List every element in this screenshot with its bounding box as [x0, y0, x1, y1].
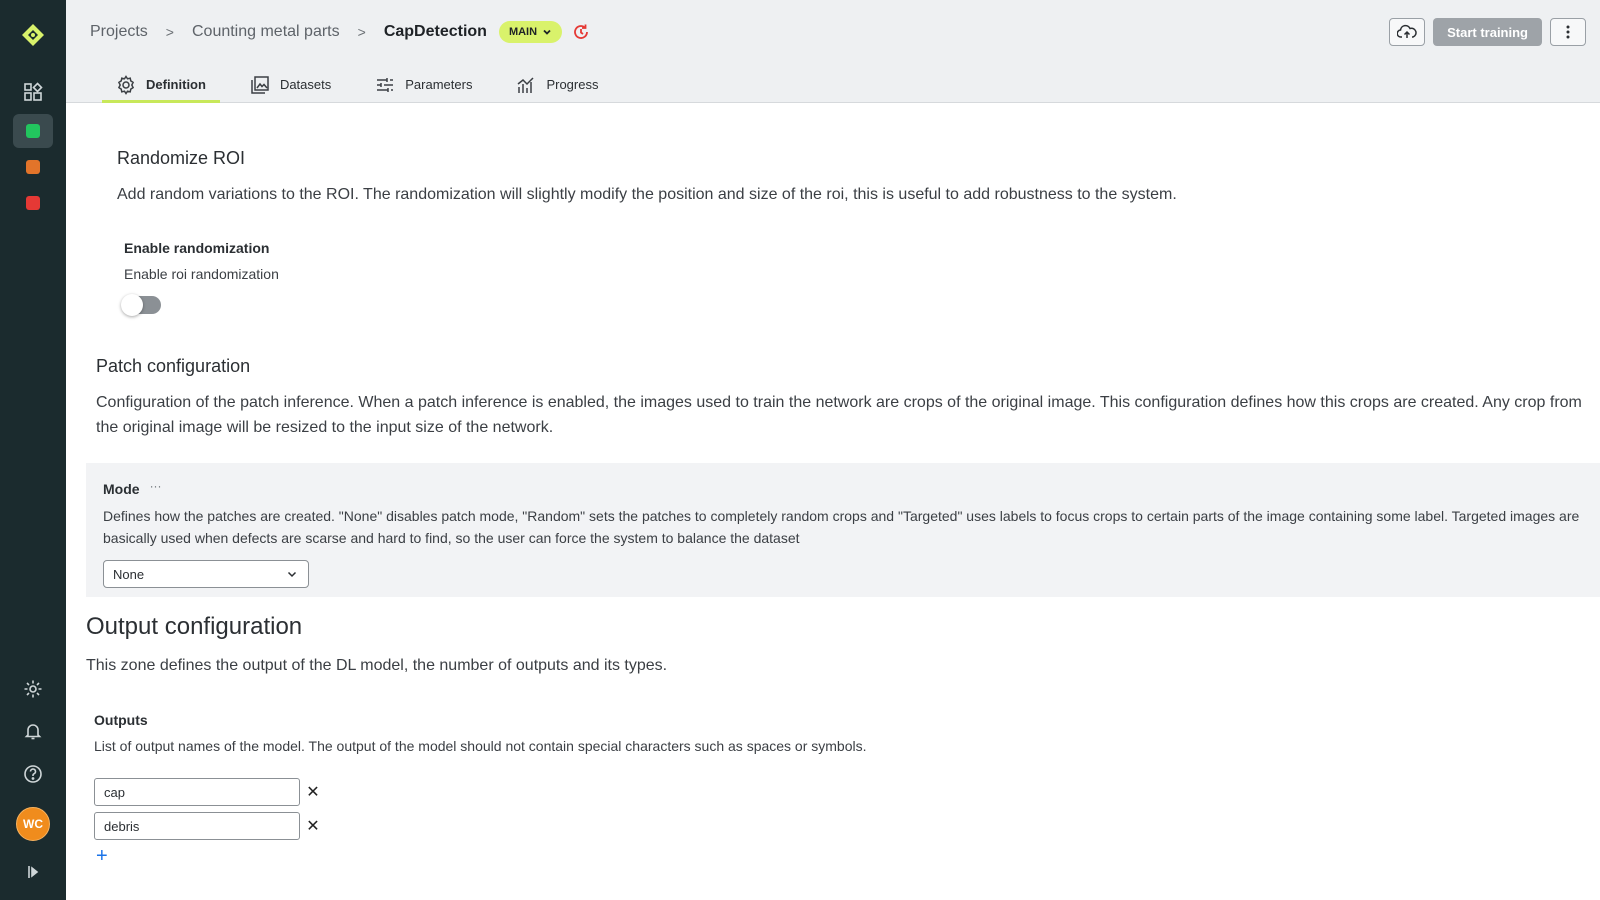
patch-config-desc-line1: Configuration of the patch inference. When a patch inference is enabled, the images used to train the network are crops of the original image. This configuration defines how this crops are created. Any crop from: [96, 394, 1582, 411]
mode-select-value: None: [113, 566, 145, 582]
close-icon[interactable]: ✕: [306, 818, 320, 835]
tab-label: Datasets: [279, 77, 332, 92]
add-output-button[interactable]: +: [96, 845, 108, 867]
images-icon: [250, 75, 270, 95]
breadcrumb-current: CapDetection: [383, 23, 487, 40]
tab-label: Parameters: [405, 77, 473, 92]
more-options-button[interactable]: [1550, 18, 1586, 46]
project-green-button[interactable]: [13, 114, 53, 148]
tab-parameters[interactable]: [361, 66, 486, 103]
gear-icon: [116, 75, 136, 95]
help-icon[interactable]: [13, 757, 53, 791]
project-orange-button[interactable]: [13, 150, 53, 184]
mode-title: Mode: [103, 481, 140, 497]
project-red-button[interactable]: [13, 186, 53, 220]
outputs-desc: List of output names of the model. The output of the model should not contain special characters such as spaces or symbols.: [94, 738, 867, 754]
expand-sidebar-icon[interactable]: [13, 855, 53, 889]
enable-randomization-title: Enable randomization: [124, 240, 270, 256]
output-name-input[interactable]: [94, 812, 300, 840]
sliders-icon: [375, 75, 395, 95]
chevron-right-icon: >: [165, 24, 174, 40]
randomize-roi-title: Randomize ROI: [117, 148, 246, 168]
branch-label: MAIN: [508, 26, 538, 38]
status-square-red: [26, 196, 40, 210]
tab-progress[interactable]: [502, 66, 612, 103]
mode-desc-line2: basically used when defects are scarse and hard to find, so the user can force the system to balance the dataset: [103, 530, 800, 546]
output-config-title: Output configuration: [86, 613, 303, 640]
kebab-menu-icon: [1566, 25, 1570, 39]
top-actions: [1389, 18, 1586, 46]
tab-bar: [102, 66, 628, 103]
sidebar: [0, 0, 66, 900]
more-horizontal-icon[interactable]: ···: [149, 479, 162, 493]
tab-label: Progress: [546, 77, 599, 92]
branch-selector[interactable]: [499, 21, 562, 43]
cloud-upload-icon: [1397, 24, 1417, 40]
tab-label: Definition: [146, 77, 206, 92]
breadcrumb-project[interactable]: Counting metal parts: [191, 23, 340, 40]
mode-select[interactable]: [103, 560, 309, 588]
chevron-down-icon: [542, 27, 552, 37]
tab-datasets[interactable]: [236, 66, 345, 103]
mode-panel: [86, 463, 1600, 597]
status-square-orange: [26, 160, 40, 174]
avatar[interactable]: WC: [16, 807, 50, 841]
randomization-toggle[interactable]: [123, 296, 161, 314]
header: [66, 0, 1600, 103]
dashboard-icon[interactable]: [13, 75, 53, 109]
tab-definition[interactable]: [102, 66, 220, 103]
output-config-desc: This zone defines the output of the DL model, the number of outputs and its types.: [86, 657, 668, 674]
settings-icon[interactable]: [13, 672, 53, 706]
breadcrumb: [90, 20, 590, 44]
close-icon[interactable]: ✕: [306, 784, 320, 801]
enable-randomization-desc: Enable roi randomization: [124, 266, 279, 282]
cloud-upload-button[interactable]: [1389, 18, 1425, 46]
outputs-title: Outputs: [94, 712, 148, 728]
breadcrumb-projects[interactable]: Projects: [90, 23, 148, 40]
patch-config-desc-line2: the original image will be resized to the input size of the network.: [96, 419, 554, 436]
chevron-down-icon: [286, 568, 298, 580]
output-name-input[interactable]: [94, 778, 300, 806]
status-square-green: [26, 124, 40, 138]
output-name-value: cap: [104, 784, 125, 800]
start-training-button[interactable]: Start training: [1433, 18, 1542, 46]
main-content: [66, 103, 1600, 900]
chart-icon: [516, 75, 536, 95]
logo-icon[interactable]: [20, 22, 46, 48]
bell-icon[interactable]: [13, 714, 53, 748]
output-name-value: debris: [104, 818, 140, 834]
toggle-knob: [121, 294, 143, 316]
chevron-right-icon: >: [357, 24, 366, 40]
sync-status-icon[interactable]: [572, 23, 590, 41]
randomize-roi-description: Add random variations to the ROI. The randomization will slightly modify the position and size of the roi, this is useful to add robustness to the system.: [117, 186, 1177, 203]
patch-config-title: Patch configuration: [96, 356, 251, 376]
mode-desc-line1: Defines how the patches are created. "None" disables patch mode, "Random" sets the patches to completely random crops and "Targeted" uses labels to focus crops to certain parts of the image containing some label. Targeted images are: [103, 508, 1580, 524]
